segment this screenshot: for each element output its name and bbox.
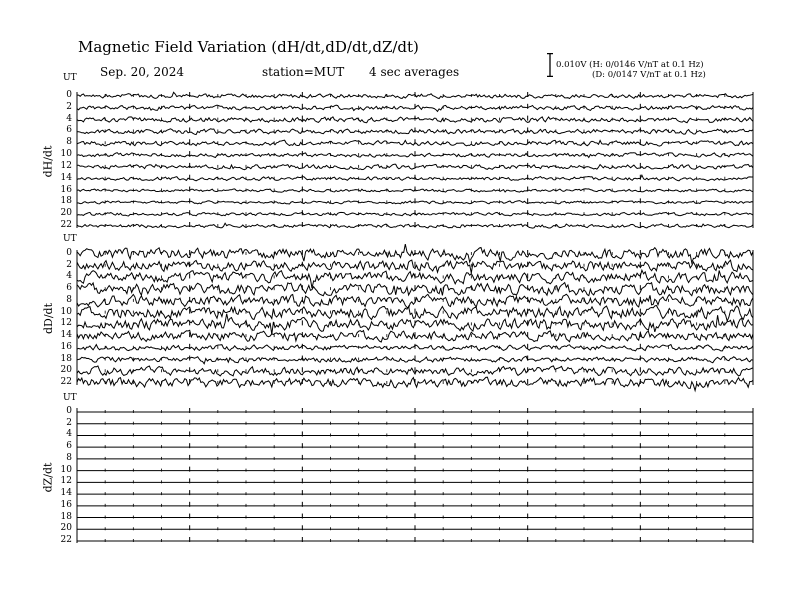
hour-tick-label: 20 — [60, 365, 72, 376]
hour-tick-label: 12 — [60, 160, 72, 171]
hour-tick-label: 20 — [60, 208, 72, 219]
hour-tick-label: 22 — [60, 535, 72, 545]
hour-tick-label: 22 — [60, 377, 72, 387]
panel-label: dZ/dt — [41, 462, 55, 492]
hour-tick-label: 18 — [60, 511, 72, 522]
hour-tick-label: 14 — [60, 330, 72, 341]
hour-tick-label: 4 — [66, 429, 72, 440]
hour-tick-label: 0 — [66, 248, 72, 258]
ut-axis-label: UT — [63, 234, 77, 244]
hour-tick-label: 10 — [60, 149, 72, 160]
hour-tick-label: 4 — [66, 113, 72, 124]
hour-tick-label: 10 — [60, 464, 72, 475]
hour-tick-label: 18 — [60, 353, 72, 364]
panel-label: dD/dt — [41, 302, 55, 334]
trace-line — [77, 244, 753, 263]
hour-tick-label: 14 — [60, 172, 72, 183]
hour-tick-label: 16 — [60, 499, 72, 510]
trace-line — [77, 294, 753, 308]
hour-tick-label: 8 — [66, 294, 72, 305]
hour-tick-label: 8 — [66, 452, 72, 463]
hour-tick-label: 16 — [60, 184, 72, 195]
hour-tick-label: 14 — [60, 488, 72, 499]
averaging-label: 4 sec averages — [369, 65, 460, 79]
hour-tick-label: 22 — [60, 220, 72, 230]
hour-tick-label: 18 — [60, 196, 72, 207]
hour-tick-label: 0 — [66, 90, 72, 100]
hour-tick-label: 2 — [66, 417, 72, 428]
ut-axis-label: UT — [63, 393, 77, 403]
hour-tick-label: 8 — [66, 137, 72, 148]
hour-tick-label: 0 — [66, 406, 72, 416]
panel-label: dH/dt — [41, 145, 55, 177]
station-label: station=MUT — [262, 65, 345, 79]
date-label: Sep. 20, 2024 — [100, 65, 185, 79]
hour-tick-label: 4 — [66, 271, 72, 282]
hour-tick-label: 6 — [66, 441, 72, 452]
hour-tick-label: 12 — [60, 476, 72, 487]
hour-tick-label: 2 — [66, 259, 72, 270]
hour-tick-label: 6 — [66, 283, 72, 294]
hour-tick-label: 16 — [60, 341, 72, 352]
ut-axis-label: UT — [63, 73, 77, 83]
hour-tick-label: 2 — [66, 101, 72, 112]
chart-title: Magnetic Field Variation (dH/dt,dD/dt,dZ/dt) — [78, 38, 419, 56]
hour-tick-label: 6 — [66, 125, 72, 136]
scale-legend-line-2: (D: 0/0147 V/nT at 0.1 Hz) — [592, 70, 706, 80]
hour-tick-label: 10 — [60, 306, 72, 317]
hour-tick-label: 20 — [60, 523, 72, 534]
hour-tick-label: 12 — [60, 318, 72, 329]
scale-legend-line-1: 0.010V (H: 0/0146 V/nT at 0.1 Hz) — [556, 60, 704, 70]
